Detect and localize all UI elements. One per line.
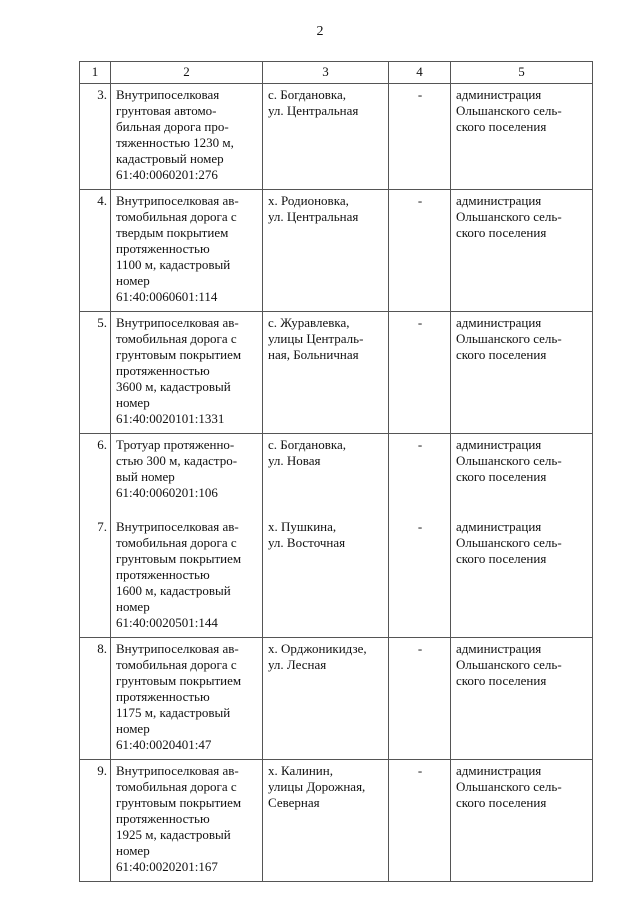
- object-name-line: Внутрипоселковая ав-: [116, 315, 239, 330]
- location-line: ул. Новая: [268, 453, 321, 468]
- column-4-value: -: [389, 84, 451, 190]
- object-name-cell: [111, 312, 263, 434]
- object-name-line: 61:40:0020101:1331: [116, 411, 225, 426]
- location-line: с. Журавлевка,: [268, 315, 350, 330]
- location-line: с. Богдановка,: [268, 87, 347, 102]
- object-name-line: Внутрипоселковая ав-: [116, 641, 239, 656]
- header-col-4: 4: [389, 62, 451, 84]
- object-name-line: 61:40:0020501:144: [116, 615, 218, 630]
- object-name-line: грунтовым покрытием: [116, 347, 242, 362]
- object-name-line: номер: [116, 273, 150, 288]
- location-cell: [263, 84, 389, 190]
- roads-table: [79, 61, 593, 882]
- object-name-line: 61:40:0020401:47: [116, 737, 212, 752]
- object-name-line: томобильная дорога с: [116, 535, 237, 550]
- column-4-value: -: [389, 434, 451, 508]
- object-name-line: 1175 м, кадастровый: [116, 705, 231, 720]
- location-line: ул. Восточная: [268, 535, 346, 550]
- object-name-line: протяженностью: [116, 363, 210, 378]
- row-number: 4.: [80, 190, 111, 312]
- object-name-cell: [111, 507, 263, 638]
- object-name-line: 1100 м, кадастровый: [116, 257, 231, 272]
- location-line: улицы Централь-: [268, 331, 364, 346]
- object-name-line: Тротуар протяженно-: [116, 437, 235, 452]
- column-4-value: -: [389, 638, 451, 760]
- object-name-line: томобильная дорога с: [116, 209, 237, 224]
- object-name-line: грунтовым покрытием: [116, 673, 242, 688]
- location-cell: [263, 638, 389, 760]
- object-name-line: 61:40:0060201:276: [116, 167, 218, 182]
- owner-line: Ольшанского сель-: [456, 535, 562, 550]
- location-line: ная, Больничная: [268, 347, 359, 362]
- object-name-cell: [111, 760, 263, 882]
- object-name-line: томобильная дорога с: [116, 779, 237, 794]
- object-name-line: 1600 м, кадастровый: [116, 583, 231, 598]
- column-4-value: -: [389, 507, 451, 638]
- owner-cell: [451, 507, 593, 638]
- owner-line: ского поселения: [456, 347, 547, 362]
- column-4-value: -: [389, 312, 451, 434]
- column-4-value: -: [389, 760, 451, 882]
- owner-cell: [451, 760, 593, 882]
- table-row: [80, 190, 593, 312]
- object-name-line: кадастровый номер: [116, 151, 224, 166]
- header-col-5: 5: [451, 62, 593, 84]
- row-number: 9.: [80, 760, 111, 882]
- object-name-line: 61:40:0060201:106: [116, 485, 218, 500]
- owner-cell: [451, 434, 593, 508]
- location-cell: [263, 434, 389, 508]
- table-body: [80, 84, 593, 882]
- owner-line: Ольшанского сель-: [456, 657, 562, 672]
- object-name-line: стью 300 м, кадастро-: [116, 453, 238, 468]
- owner-line: ского поселения: [456, 551, 547, 566]
- object-name-line: бильная дорога про-: [116, 119, 229, 134]
- row-number: 3.: [80, 84, 111, 190]
- location-line: ул. Лесная: [268, 657, 327, 672]
- owner-cell: [451, 84, 593, 190]
- owner-cell: [451, 312, 593, 434]
- owner-line: администрация: [456, 519, 542, 534]
- object-name-line: 1925 м, кадастровый: [116, 827, 231, 842]
- object-name-line: протяженностью: [116, 567, 210, 582]
- owner-line: администрация: [456, 315, 542, 330]
- owner-line: Ольшанского сель-: [456, 453, 562, 468]
- object-name-line: номер: [116, 721, 150, 736]
- row-number: 6.: [80, 434, 111, 508]
- object-name-line: Внутрипоселковая ав-: [116, 519, 239, 534]
- object-name-line: грунтовым покрытием: [116, 795, 242, 810]
- object-name-line: номер: [116, 599, 150, 614]
- object-name-line: 3600 м, кадастровый: [116, 379, 231, 394]
- owner-line: ского поселения: [456, 795, 547, 810]
- object-name-line: 61:40:0020201:167: [116, 859, 218, 874]
- object-name-line: грунтовым покрытием: [116, 551, 242, 566]
- owner-line: администрация: [456, 641, 542, 656]
- object-name-line: Внутрипоселковая: [116, 87, 220, 102]
- owner-line: администрация: [456, 763, 542, 778]
- location-line: с. Богдановка,: [268, 437, 347, 452]
- object-name-cell: [111, 84, 263, 190]
- row-number: 8.: [80, 638, 111, 760]
- location-line: х. Калинин,: [268, 763, 333, 778]
- owner-cell: [451, 638, 593, 760]
- object-name-line: Внутрипоселковая ав-: [116, 763, 239, 778]
- object-name-line: Внутрипоселковая ав-: [116, 193, 239, 208]
- page-number: 2: [316, 24, 324, 39]
- object-name-cell: [111, 190, 263, 312]
- row-number: 5.: [80, 312, 111, 434]
- object-name-cell: [111, 434, 263, 508]
- object-name-line: номер: [116, 843, 150, 858]
- location-line: ул. Центральная: [268, 103, 359, 118]
- column-4-value: -: [389, 190, 451, 312]
- owner-line: Ольшанского сель-: [456, 331, 562, 346]
- table-row: [80, 638, 593, 760]
- table-row: [80, 84, 593, 190]
- object-name-line: томобильная дорога с: [116, 657, 237, 672]
- header-col-1: 1: [80, 62, 111, 84]
- object-name-line: протяженностью: [116, 811, 210, 826]
- object-name-line: грунтовая автомо-: [116, 103, 217, 118]
- location-cell: [263, 507, 389, 638]
- owner-line: ского поселения: [456, 469, 547, 484]
- owner-line: администрация: [456, 437, 542, 452]
- object-name-line: тяженностью 1230 м,: [116, 135, 234, 150]
- table-header-row: [80, 62, 593, 84]
- object-name-line: вый номер: [116, 469, 175, 484]
- object-name-cell: [111, 638, 263, 760]
- row-number: 7.: [80, 507, 111, 638]
- location-line: улицы Дорожная,: [268, 779, 366, 794]
- location-line: ул. Центральная: [268, 209, 359, 224]
- object-name-line: протяженностью: [116, 689, 210, 704]
- owner-line: Ольшанского сель-: [456, 779, 562, 794]
- owner-line: ского поселения: [456, 225, 547, 240]
- object-name-line: номер: [116, 395, 150, 410]
- owner-cell: [451, 190, 593, 312]
- owner-line: ского поселения: [456, 119, 547, 134]
- location-cell: [263, 760, 389, 882]
- location-line: х. Орджоникидзе,: [268, 641, 367, 656]
- object-name-line: томобильная дорога с: [116, 331, 237, 346]
- location-cell: [263, 190, 389, 312]
- object-name-line: твердым покрытием: [116, 225, 229, 240]
- object-name-line: 61:40:0060601:114: [116, 289, 218, 304]
- owner-line: Ольшанского сель-: [456, 103, 562, 118]
- location-line: х. Пушкина,: [268, 519, 337, 534]
- location-cell: [263, 312, 389, 434]
- table-row: [80, 434, 593, 508]
- object-name-line: протяженностью: [116, 241, 210, 256]
- header-col-3: 3: [263, 62, 389, 84]
- table-row: [80, 312, 593, 434]
- header-col-2: 2: [111, 62, 263, 84]
- owner-line: администрация: [456, 193, 542, 208]
- location-line: х. Родионовка,: [268, 193, 349, 208]
- table-row: [80, 760, 593, 882]
- owner-line: ского поселения: [456, 673, 547, 688]
- location-line: Северная: [268, 795, 320, 810]
- table-row: [80, 507, 593, 638]
- owner-line: Ольшанского сель-: [456, 209, 562, 224]
- owner-line: администрация: [456, 87, 542, 102]
